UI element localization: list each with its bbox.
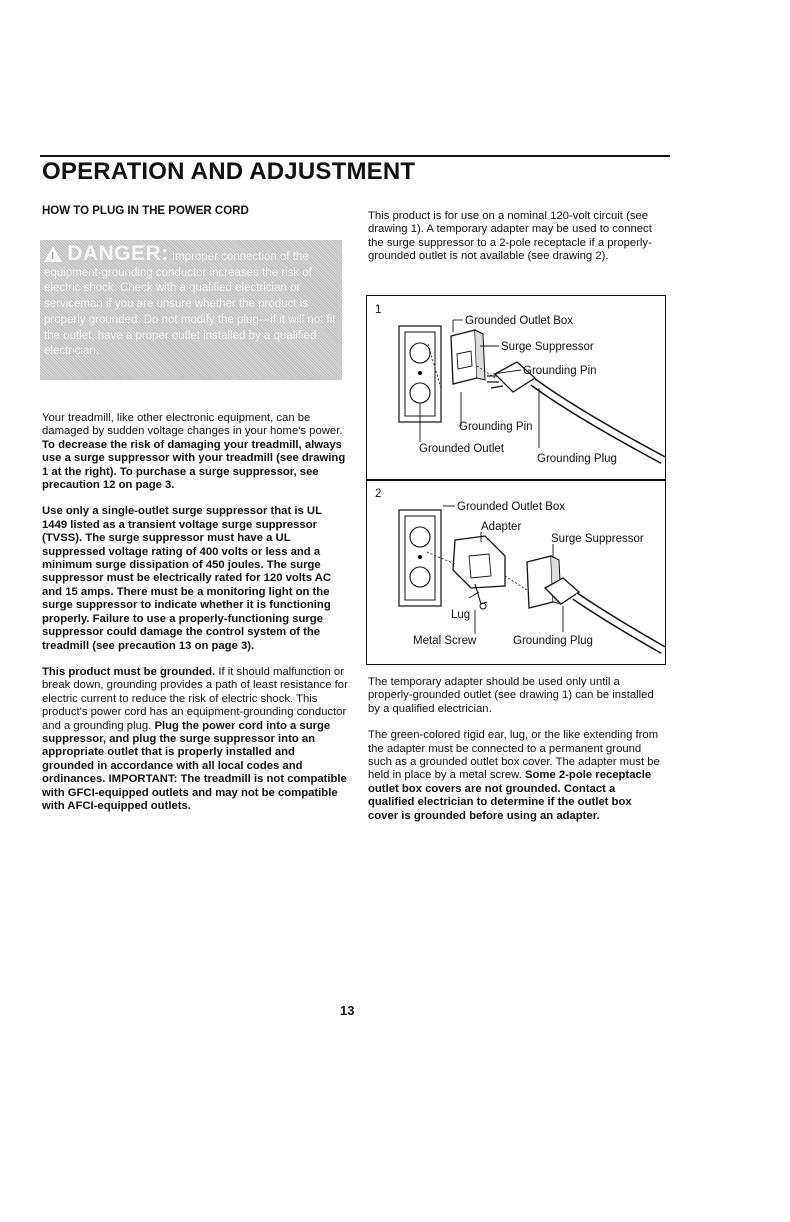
label-grounding-pin-left: Grounding Pin bbox=[459, 421, 533, 433]
title-rule bbox=[40, 155, 670, 157]
power-cord-highlight bbox=[533, 382, 663, 460]
label-metal-screw: Metal Screw bbox=[413, 635, 477, 647]
dashed-guide-suppressor bbox=[505, 576, 527, 590]
section-heading: HOW TO PLUG IN THE POWER CORD bbox=[42, 205, 249, 217]
label-surge-suppressor: Surge Suppressor bbox=[501, 341, 594, 353]
adapter-body bbox=[453, 536, 505, 588]
label-surge-suppressor: Surge Suppressor bbox=[551, 533, 644, 545]
paragraph-temporary-adapter: The temporary adapter should be used only until a properly-grounded outlet (see drawing 1) can be installed by a qualified electrician. bbox=[368, 676, 654, 715]
outlet-screw bbox=[418, 555, 422, 559]
paragraph-green-lug: The green-colored rigid ear, lug, or the like extending from the adapter must be connected to a permanent ground such as a grounded outlet box cover. The adapter must be held in place by a metal screw. Some 2-pole receptacle outlet box covers are not grounded. Contact a qualified electrician to determine if the outlet box cover is grounded before using an adapter. bbox=[368, 729, 660, 822]
label-grounded-outlet: Grounded Outlet bbox=[419, 443, 505, 455]
drawing-2-illustration bbox=[367, 480, 665, 664]
surge-suppressor-body bbox=[451, 330, 477, 384]
paragraph-power-surge: Your treadmill, like other electronic equipment, can be damaged by sudden voltage changes in your home's power. To decrease the risk of damaging your treadmill, always use a surge suppressor with your treadmill (see drawing 1 at the right). To purchase a surge suppressor, see precaution 12 on page 3. bbox=[42, 412, 346, 492]
drawing-2 bbox=[366, 479, 666, 665]
drawing-1 bbox=[366, 295, 666, 481]
drawing-2-number: 2 bbox=[375, 488, 382, 500]
paragraph-intro: This product is for use on a nominal 120-volt circuit (see drawing 1). A temporary adapter may be used to connect the surge suppressor to a 2-pole receptacle if a properly-grounded outlet is not available (see drawing 2). bbox=[368, 210, 652, 263]
left-column-body bbox=[42, 412, 348, 826]
outlet-screw bbox=[418, 371, 422, 375]
label-grounding-plug: Grounding Plug bbox=[513, 635, 593, 647]
label-grounding-pin-right: Grounding Pin bbox=[523, 365, 597, 377]
danger-word: DANGER: bbox=[67, 242, 169, 265]
label-grounded-outlet-box: Grounded Outlet Box bbox=[457, 501, 566, 513]
label-adapter: Adapter bbox=[481, 521, 522, 533]
right-column-intro bbox=[368, 210, 664, 277]
drawing-1-number: 1 bbox=[375, 304, 382, 316]
paragraph-grounding: This product must be grounded. If it should malfunction or break down, grounding provides a path of least resistance for electric current to reduce the risk of electric shock. This product's power cord has an equipment-grounding conductor and a grounding plug. Plug the power cord into a surge suppressor, and plug the surge suppressor into an appropriate outlet that is properly installed and grounded in accordance with all local codes and ordinances. IMPORTANT: The treadmill is not compatible with GFCI-equipped outlets and may not be compatible with AFCI-equipped outlets. bbox=[42, 665, 348, 812]
page-title: OPERATION AND ADJUSTMENT bbox=[42, 158, 416, 185]
danger-box bbox=[40, 240, 342, 380]
label-grounding-plug: Grounding Plug bbox=[537, 453, 617, 465]
drawing-1-illustration bbox=[367, 296, 665, 480]
page-number: 13 bbox=[340, 1003, 355, 1018]
danger-body: Improper connection of the equipment-grounding conductor increases the risk of electric shock. Check with a qualified electrician or serviceman if you are unsure whether the product is properly grounded. Do not modify the plug—if it will not fit the outlet, have a proper outlet installed by a qualified electrician. bbox=[44, 251, 336, 358]
warning-triangle-icon: ! bbox=[44, 246, 62, 262]
label-grounded-outlet-box: Grounded Outlet Box bbox=[465, 315, 574, 327]
leader-lug bbox=[469, 592, 479, 598]
right-column-body bbox=[368, 676, 664, 836]
label-lug: Lug bbox=[451, 609, 471, 621]
surge-suppressor-body bbox=[527, 556, 553, 608]
danger-text bbox=[44, 242, 338, 360]
paragraph-surge-suppressor: Use only a single-outlet surge suppressor that is UL 1449 listed as a transient voltage surge suppressor (TVSS). The surge suppressor must have a UL suppressed voltage rating of 400 volts or less and a minimum surge dissipation of 450 joules. The surge suppressor must be electrically rated for 120 volts AC and 15 amps. There must be a monitoring light on the surge suppressor to indicate whether it is functioning properly. Failure to use a properly-functioning surge suppressor could damage the control system of the treadmill (see precaution 13 on page 3). bbox=[42, 505, 332, 652]
